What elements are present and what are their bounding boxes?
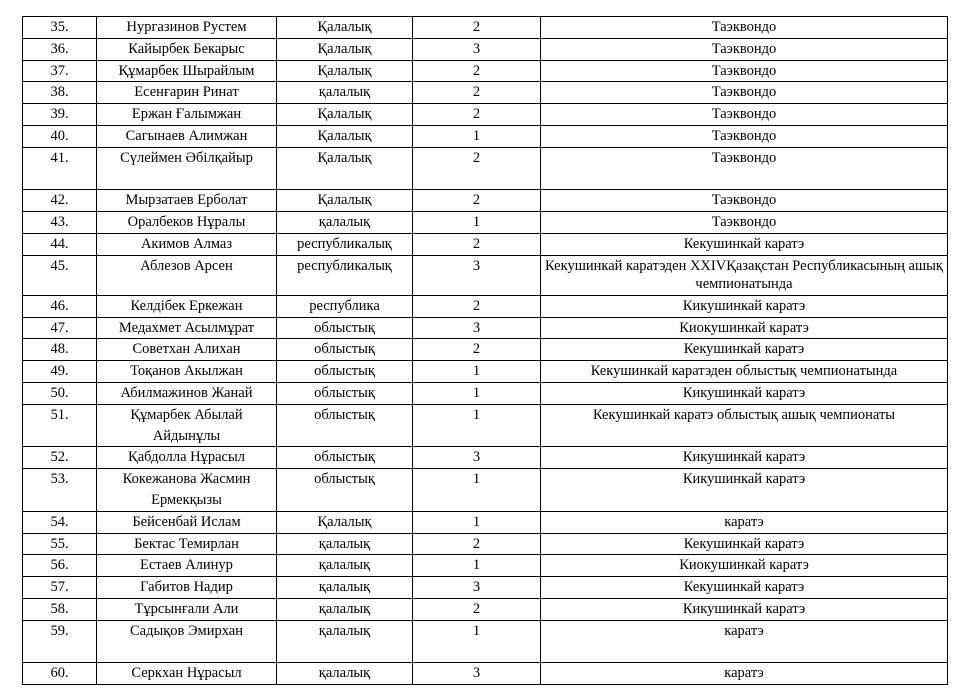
table-row [23,555,948,577]
competition-level: Қалалық [277,104,413,126]
row-number: 37. [23,60,97,82]
sport-event: Кекушинкай каратэ [541,233,948,255]
sport-event: Таэквондо [541,38,948,60]
participant-name: Абилмажинов Жанай [97,382,277,404]
row-number: 40. [23,125,97,147]
row-number: 44. [23,233,97,255]
table-row [23,38,948,60]
participant-name: Құмарбек Абылай Айдынұлы [97,404,277,447]
sport-event: Таэквондо [541,212,948,234]
row-number: 48. [23,339,97,361]
participant-name: Советхан Алихан [97,339,277,361]
place: 1 [413,555,541,577]
competition-level: қалалық [277,212,413,234]
sport-event: Кекушинкай каратэден облыстық чемпионатында [541,361,948,383]
table-row [23,17,948,39]
table-row [23,620,948,663]
competition-level: қалалық [277,620,413,663]
row-number: 56. [23,555,97,577]
sport-event: Кикушинкай каратэ [541,469,948,512]
competition-level: қалалық [277,577,413,599]
sport-event: Кикушинкай каратэ [541,295,948,317]
participant-name: Есенғарин Ринат [97,82,277,104]
competition-level: қалалық [277,663,413,685]
row-number: 58. [23,598,97,620]
place: 2 [413,339,541,361]
table-row [23,404,948,447]
table-row [23,598,948,620]
sport-event: каратэ [541,511,948,533]
competition-level: республика [277,295,413,317]
competition-level: Қалалық [277,190,413,212]
table-row [23,255,948,295]
participant-name: Тұрсынғали Али [97,598,277,620]
competition-level: Қалалық [277,125,413,147]
place: 1 [413,382,541,404]
table-row [23,104,948,126]
competition-level: Қалалық [277,38,413,60]
table-row [23,511,948,533]
participant-name: Габитов Надир [97,577,277,599]
competition-level: қалалық [277,555,413,577]
place: 3 [413,317,541,339]
competition-level: Қалалық [277,511,413,533]
table-row [23,82,948,104]
competition-level: республикалық [277,255,413,295]
row-number: 36. [23,38,97,60]
participant-name: Кайырбек Бекарыс [97,38,277,60]
table-row [23,382,948,404]
place: 1 [413,404,541,447]
row-number: 45. [23,255,97,295]
competition-level: қалалық [277,598,413,620]
sport-event: Кекушинкай каратэ [541,577,948,599]
sport-event: каратэ [541,663,948,685]
participant-name: Медахмет Асылмұрат [97,317,277,339]
table-row [23,447,948,469]
row-number: 49. [23,361,97,383]
table-row [23,60,948,82]
competition-level: Қалалық [277,147,413,190]
table-row [23,339,948,361]
sport-event: Кикушинкай каратэ [541,382,948,404]
competition-level: Қалалық [277,17,413,39]
place: 1 [413,125,541,147]
table-row [23,361,948,383]
competition-level: облыстық [277,339,413,361]
table-row [23,469,948,512]
sport-event: Кекушинкай каратэ [541,339,948,361]
row-number: 39. [23,104,97,126]
sport-event: Киокушинкай каратэ [541,317,948,339]
table-row [23,190,948,212]
participant-name: Садықов Эмирхан [97,620,277,663]
row-number: 52. [23,447,97,469]
participant-name: Серкхан Нұрасыл [97,663,277,685]
sport-event: Кикушинкай каратэ [541,598,948,620]
participant-name: Бектас Темирлан [97,533,277,555]
table-row [23,533,948,555]
place: 1 [413,511,541,533]
row-number: 35. [23,17,97,39]
place: 2 [413,190,541,212]
place: 3 [413,577,541,599]
place: 2 [413,598,541,620]
row-number: 38. [23,82,97,104]
participant-name: Құмарбек Шырайлым [97,60,277,82]
row-number: 53. [23,469,97,512]
participant-name: Келдібек Еркежан [97,295,277,317]
sport-event: Таэквондо [541,125,948,147]
row-number: 42. [23,190,97,212]
sport-event: Таэквондо [541,147,948,190]
place: 2 [413,233,541,255]
participant-name: Аблезов Арсен [97,255,277,295]
participants-table [22,16,948,685]
table-row [23,663,948,685]
row-number: 46. [23,295,97,317]
sport-event: Таэквондо [541,82,948,104]
table-row [23,125,948,147]
row-number: 50. [23,382,97,404]
competition-level: облыстық [277,447,413,469]
place: 1 [413,212,541,234]
place: 2 [413,295,541,317]
place: 3 [413,663,541,685]
sport-event: Кекушинкай каратэ облыстық ашық чемпионаты [541,404,948,447]
participant-name: Қабдолла Нұрасыл [97,447,277,469]
sport-event: Таэквондо [541,60,948,82]
row-number: 41. [23,147,97,190]
place: 2 [413,104,541,126]
table-row [23,317,948,339]
participant-name: Тоқанов Акылжан [97,361,277,383]
competition-level: қалалық [277,533,413,555]
sport-event: Таэквондо [541,17,948,39]
place: 3 [413,38,541,60]
participant-name: Ержан Ғалымжан [97,104,277,126]
competition-level: облыстық [277,382,413,404]
participant-name: Бейсенбай Ислам [97,511,277,533]
competition-level: облыстық [277,404,413,447]
participant-name: Сүлеймен Әбілқайыр [97,147,277,190]
place: 2 [413,147,541,190]
sport-event: Кекушинкай каратэ [541,533,948,555]
participant-name: Нургазинов Рустем [97,17,277,39]
place: 1 [413,361,541,383]
participant-name: Акимов Алмаз [97,233,277,255]
competition-level: облыстық [277,361,413,383]
row-number: 43. [23,212,97,234]
table-row [23,233,948,255]
participant-name: Сагынаев Алимжан [97,125,277,147]
competition-level: республикалық [277,233,413,255]
place: 2 [413,82,541,104]
participants-table-body [23,17,948,685]
sport-event: Кекушинкай каратэден XXIVҚазақстан Республикасының ашық чемпионатында [541,255,948,295]
sport-event: Киокушинкай каратэ [541,555,948,577]
competition-level: Қалалық [277,60,413,82]
participant-name: Мырзатаев Ерболат [97,190,277,212]
competition-level: облыстық [277,317,413,339]
place: 2 [413,533,541,555]
place: 2 [413,60,541,82]
participant-name: Оралбеков Нұралы [97,212,277,234]
participant-name: Кокежанова Жасмин Ермекқызы [97,469,277,512]
sport-event: Таэквондо [541,104,948,126]
place: 2 [413,17,541,39]
participant-name: Естаев Алинур [97,555,277,577]
place: 3 [413,447,541,469]
competition-level: қалалық [277,82,413,104]
row-number: 60. [23,663,97,685]
sport-event: Таэквондо [541,190,948,212]
place: 1 [413,469,541,512]
sport-event: Кикушинкай каратэ [541,447,948,469]
place: 3 [413,255,541,295]
table-row [23,147,948,190]
competition-level: облыстық [277,469,413,512]
row-number: 57. [23,577,97,599]
row-number: 54. [23,511,97,533]
table-row [23,295,948,317]
row-number: 47. [23,317,97,339]
table-row [23,212,948,234]
sport-event: каратэ [541,620,948,663]
row-number: 51. [23,404,97,447]
table-row [23,577,948,599]
row-number: 59. [23,620,97,663]
place: 1 [413,620,541,663]
row-number: 55. [23,533,97,555]
